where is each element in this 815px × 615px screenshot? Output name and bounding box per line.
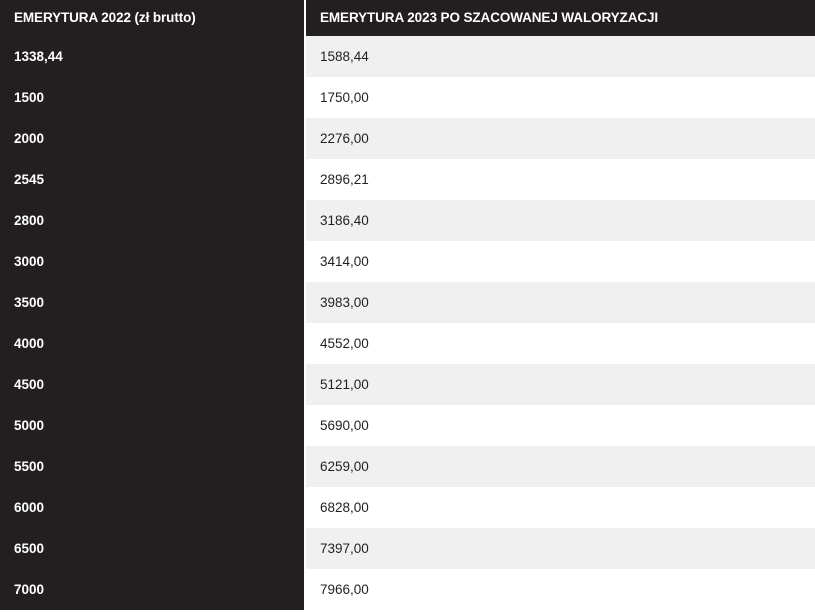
table-row bbox=[0, 200, 815, 241]
cell-pension-2022: 1338,44 bbox=[0, 36, 305, 77]
cell-pension-2023: 5690,00 bbox=[305, 405, 815, 446]
cell-pension-2022: 3000 bbox=[0, 241, 305, 282]
table-header bbox=[0, 0, 815, 36]
cell-pension-2022: 6000 bbox=[0, 487, 305, 528]
table-row bbox=[0, 241, 815, 282]
cell-pension-2022: 4500 bbox=[0, 364, 305, 405]
cell-pension-2023: 4552,00 bbox=[305, 323, 815, 364]
cell-pension-2022: 1500 bbox=[0, 77, 305, 118]
table-row bbox=[0, 118, 815, 159]
cell-pension-2023: 2896,21 bbox=[305, 159, 815, 200]
table-row bbox=[0, 36, 815, 77]
cell-pension-2022: 2545 bbox=[0, 159, 305, 200]
table-row bbox=[0, 77, 815, 118]
cell-pension-2022: 6500 bbox=[0, 528, 305, 569]
cell-pension-2022: 5000 bbox=[0, 405, 305, 446]
cell-pension-2023: 6259,00 bbox=[305, 446, 815, 487]
cell-pension-2022: 2000 bbox=[0, 118, 305, 159]
cell-pension-2022: 7000 bbox=[0, 569, 305, 610]
table-row bbox=[0, 282, 815, 323]
table-row bbox=[0, 446, 815, 487]
cell-pension-2023: 1750,00 bbox=[305, 77, 815, 118]
cell-pension-2022: 3500 bbox=[0, 282, 305, 323]
cell-pension-2023: 7966,00 bbox=[305, 569, 815, 610]
header-row bbox=[0, 0, 815, 36]
table-row bbox=[0, 323, 815, 364]
table-row bbox=[0, 364, 815, 405]
table-row bbox=[0, 487, 815, 528]
cell-pension-2023: 5121,00 bbox=[305, 364, 815, 405]
column-header-2023: EMERYTURA 2023 PO SZACOWANEJ WALORYZACJI bbox=[305, 0, 815, 36]
cell-pension-2023: 6828,00 bbox=[305, 487, 815, 528]
cell-pension-2023: 2276,00 bbox=[305, 118, 815, 159]
cell-pension-2022: 4000 bbox=[0, 323, 305, 364]
table-row bbox=[0, 528, 815, 569]
cell-pension-2022: 5500 bbox=[0, 446, 305, 487]
column-header-2022: EMERYTURA 2022 (zł brutto) bbox=[0, 0, 305, 36]
cell-pension-2023: 3186,40 bbox=[305, 200, 815, 241]
cell-pension-2023: 7397,00 bbox=[305, 528, 815, 569]
cell-pension-2023: 1588,44 bbox=[305, 36, 815, 77]
table-row bbox=[0, 569, 815, 610]
table-body bbox=[0, 36, 815, 610]
table-row bbox=[0, 405, 815, 446]
table-row bbox=[0, 159, 815, 200]
cell-pension-2023: 3983,00 bbox=[305, 282, 815, 323]
cell-pension-2022: 2800 bbox=[0, 200, 305, 241]
cell-pension-2023: 3414,00 bbox=[305, 241, 815, 282]
